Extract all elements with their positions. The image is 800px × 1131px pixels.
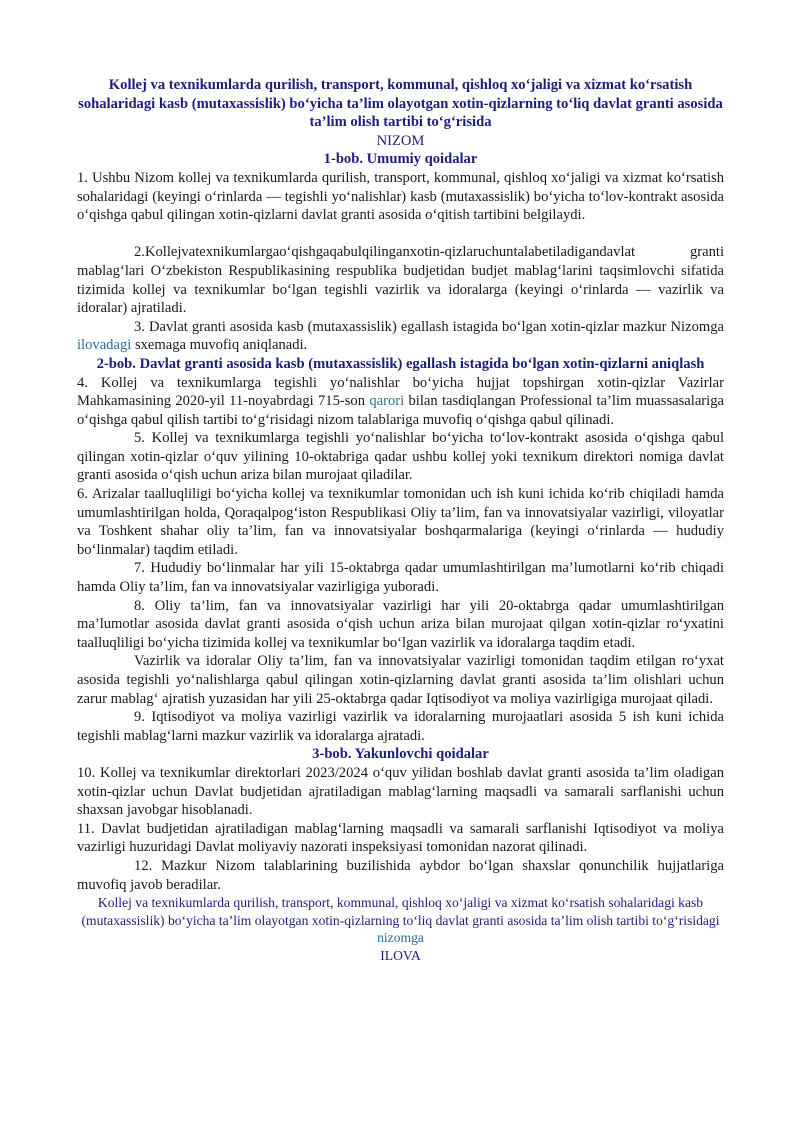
paragraph-12: 12. Mazkur Nizom talablarining buzilishida aybdor bo‘lgan shaxslar qonunchilik hujjatlariga muvofiq javob beradilar. [77, 857, 724, 893]
paragraph-3-text-b: sxemaga muvofiq aniqlanadi. [131, 337, 308, 354]
chapter-1-heading: 1-bob. Umumiy qoidalar [323, 151, 478, 168]
resolution-link[interactable]: qarori [369, 393, 405, 410]
regulation-link[interactable]: nizomga [377, 930, 424, 946]
annex-caption-text: Kollej va texnikumlarda qurilish, transport, kommunal, qishloq xo‘jaligi va xizmat ko‘rsatish sohalaridagi kasb (mutaxassislik) bo‘yicha ta’lim olayotgan xotin-qizlarning to‘liq davlat granti asosida ta’lim olish tartibi to‘g‘risidagi [81, 895, 720, 928]
document-type: NIZOM [376, 132, 425, 149]
paragraph-6: 6. Arizalar taalluqliligi bo‘yicha kollej va texnikumlar tomonidan uch ish kuni ichida ko‘rib chiqiladi hamda umumlashtirilgan holda, Qoraqalpog‘iston Respublikasi Oliy ta’lim, fan va innovatsiyalar vazirligi, viloyatlar va Toshkent shahar oliy ta’lim, fan va innovatsiyalar boshqarmalariga (keyingi o‘rinlarda — hududiy bo‘linmalar) taqdim etiladi. [77, 486, 724, 558]
annex-link[interactable]: ilovadagi [77, 337, 132, 354]
annex-caption [77, 894, 724, 947]
chapter-3-heading: 3-bob. Yakunlovchi qoidalar [312, 746, 489, 763]
paragraph-10: 10. Kollej va texnikumlar direktorlari 2023/2024 o‘quv yilidan boshlab davlat granti asosida ta’lim oladigan xotin-qizlar uchun Davlat budjetidan ajratiladigan mablag‘larning maqsadli va samarali sarflanishi uchun shaxsan javobgar hisoblanadi. [77, 764, 724, 819]
paragraph-5: 5. Kollej va texnikumlarga tegishli yo‘nalishlar bo‘yicha to‘lov-kontrakt asosida o‘qishga qabul qilingan xotin-qizlar o‘quv yilining 10-oktabriga qadar ushbu kollej yoki texnikum direktori nomiga davlat granti asosida o‘qish uchun ariza bilan murojaat qiladilar. [77, 430, 724, 484]
paragraph-9: 9. Iqtisodiyot va moliya vazirligi vazirlik va idoralarning murojaatlari asosida 5 ish kuni ichida tegishli mablag‘larni mazkur vazirlik va idoralarga ajratadi. [77, 709, 724, 744]
paragraph-7: 7. Hududiy bo‘linmalar har yili 15-oktabrga qadar umumlashtirilgan ma’lumotlarni ko‘rib chiqadi hamda Oliy ta’lim, fan va innovatsiyalar vazirligiga yuboradi. [77, 560, 724, 596]
paragraph-4-text-b: bilan tasdiqlangan Professional ta’lim muassasalariga o‘qishga qabul qilish tartibi to‘g‘risidagi nizom talablariga muvofiq o‘qishga qabul qilinadi. [77, 393, 724, 428]
paragraph-8: 8. Oliy ta’lim, fan va innovatsiyalar vazirligi har yili 20-oktabrga qadar umumlashtirilgan ma’lumotlar asosida davlat granti asosida o‘qish uchun ariza bilan murojaat qilgan xotin-qizlar ro‘yxatini taalluqliligi bo‘yicha tizimida kollej va texnikumlar bo‘lgan vazirlik va idoralarga taqdim etadi. [77, 597, 724, 651]
paragraph-1: 1. Ushbu Nizom kollej va texnikumlarda qurilish, transport, kommunal, qishloq xo‘jaligi va xizmat ko‘rsatish sohalaridagi (keyingi o‘rinlarda — tegishli yo‘nalishlar) kasb (mutaxassislik) bo‘yicha to‘lov-kontrakt asosida o‘qishga qabul qilingan xotin-qizlarni davlat granti asosida o‘qitish tartibini belgilaydi. [77, 169, 724, 224]
paragraph-4 [77, 374, 724, 430]
document-title: Kollej va texnikumlarda qurilish, transport, kommunal, qishloq xo‘jaligi va xizmat ko‘rsatish sohalaridagi kasb (mutaxassislik) bo‘yicha ta’lim olayotgan xotin-qizlarning to‘liq davlat granti asosida ta’lim olish tartibi to‘g‘risida [78, 77, 723, 131]
paragraph-2: 2.Kollejvatexnikumlargao‘qishgaqabulqilinganxotin-qizlaruchuntalabetiladigandavlat granti mablag‘lari O‘zbekiston Respublikasining respublika budjetidan budjet mablag‘larini taqsimlovchi sifatida tizimida kollej va texnikumlar bo‘lgan tegishli vazirlik va idoralarga (keyingi o‘rinlarda — vazirlik va idoralar) ajratiladi. [77, 244, 724, 317]
paragraph-3-text-a: 3. Davlat granti asosida kasb (mutaxassislik) egallash istagida bo‘lgan xotin-qizlar mazkur Nizomga [134, 318, 724, 335]
paragraph-3 [77, 318, 724, 355]
document-page [77, 76, 724, 965]
blank-line [77, 225, 724, 244]
chapter-2-heading: 2-bob. Davlat granti asosida kasb (mutaxassislik) egallash istagida bo‘lgan xotin-qizlarni aniqlash [96, 355, 705, 372]
paragraph-4-text-a: 4. Kollej va texnikumlarga tegishli yo‘nalishlar bo‘yicha hujjat topshirgan xotin-qizlar Vazirlar Mahkamasining 2020-yil 11-noyabrdagi 715-son [77, 374, 724, 410]
annex-label: ILOVA [380, 947, 421, 963]
paragraph-8b: Vazirlik va idoralar Oliy ta’lim, fan va innovatsiyalar vazirligi tomonidan taqdim etilgan ro‘yxat asosida tegishli yo‘nalishlarga qabul qilingan xotin-qizlarning davlat granti asosida ta’lim olishlari uchun zarur mablag‘ ajratish yuzasidan har yili 25-oktabrga qadar Iqtisodiyot va moliya vazirligiga murojaat qiladi. [77, 653, 724, 707]
paragraph-11: 11. Davlat budjetidan ajratiladigan mablag‘larning maqsadli va samarali sarflanishi Iqtisodiyot va moliya vazirligi huzuridagi Davlat moliyaviy nazorati inspeksiyasi tomonidan nazorat qilinadi. [77, 820, 724, 856]
